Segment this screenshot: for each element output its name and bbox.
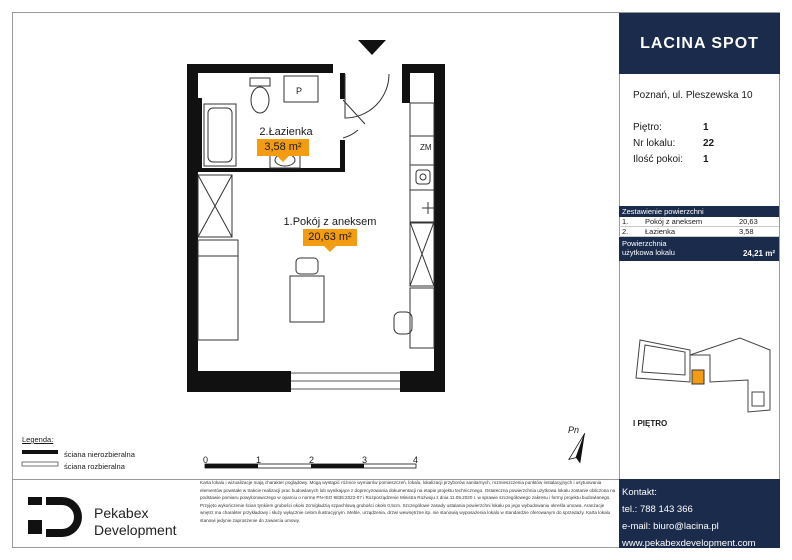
contact-website[interactable]: www.pekabexdevelopment.com [622, 538, 756, 549]
address: Poznań, ul. Pleszewska 10 [633, 90, 753, 101]
area-badge-living: 20,63 m² [303, 229, 357, 246]
contact-title: Kontakt: [622, 487, 657, 498]
info-row-rooms [633, 154, 768, 170]
bed [198, 240, 238, 340]
kitchenette [410, 103, 434, 223]
info-key: Nr lokalu: [633, 138, 676, 149]
pekabex-logo-mark [28, 497, 82, 537]
area-badge-bathroom: 3,58 m² [257, 139, 309, 156]
row-number: 2. [622, 227, 629, 236]
scale-label-1: 1 [256, 455, 262, 465]
summary-title: Zestawienie powierzchni [619, 206, 779, 217]
north-label: Pn [568, 425, 580, 435]
brand-logo: LACINA SPOT [619, 13, 780, 74]
room-label-bathroom: 2.Łazienka [259, 126, 313, 138]
company-name [94, 505, 177, 539]
total-label-1: Powierzchnia [622, 239, 667, 248]
company-name-line-1: Pekabex [94, 505, 149, 521]
washing-machine-label: P [296, 86, 303, 96]
scale-label-0: 0 [203, 455, 209, 465]
total-label-2: użytkowa lokalu [622, 248, 675, 257]
info-value: 1 [703, 122, 709, 133]
scale-label-3: 3 [362, 455, 368, 465]
entrance-door [345, 74, 389, 118]
desk [410, 288, 434, 348]
scale-label-2: 2 [309, 455, 315, 465]
bathroom-door [343, 100, 365, 138]
row-area: 20,63 [739, 217, 758, 226]
window [291, 373, 400, 389]
row-name: Pokój z aneksem [645, 217, 703, 226]
unit-info [633, 122, 768, 170]
info-row-floor [633, 122, 768, 138]
chair [296, 258, 318, 274]
row-number: 1. [622, 217, 629, 226]
legend-item-partition [22, 460, 135, 472]
contact-phone[interactable]: tel.: 788 143 366 [622, 504, 693, 515]
row-name: Łazienka [645, 227, 676, 236]
info-row-unit-number [633, 138, 768, 154]
summary-total [619, 237, 779, 261]
legend-title: Legenda: [22, 435, 54, 444]
summary-row [619, 217, 779, 227]
contact-email[interactable]: e-mail: biuro@lacina.pl [622, 521, 719, 532]
floor-label: I PIĘTRO [633, 419, 668, 428]
total-value: 24,21 m² [742, 249, 775, 258]
info-key: Piętro: [633, 122, 662, 133]
row-area: 3,58 [739, 227, 754, 236]
bathtub [204, 104, 236, 166]
info-value: 1 [703, 154, 709, 165]
legend [22, 435, 135, 472]
toilet [250, 78, 270, 86]
desk-chair [394, 312, 412, 334]
dishwasher-label: ZM [420, 143, 432, 152]
room-label-living: 1.Pokój z aneksem [283, 216, 377, 228]
north-arrow [569, 431, 591, 463]
contact-box [619, 479, 780, 548]
entrance-arrow [358, 40, 386, 55]
info-value: 22 [703, 138, 715, 149]
table [290, 276, 324, 322]
walls [187, 64, 445, 392]
scale-label-4: 4 [413, 455, 419, 465]
legend-label: ściana rozbieralna [64, 461, 125, 471]
summary-row [619, 227, 779, 237]
disclaimer: Karta lokalu i wizualizacje mają charakter poglądowy. Mogą wystąpić różnice wymiarów pomieszczeń, lokalu, lokalizacji przyborów sanitarnych, rozmieszczenia punktów instalacyjnych i usytuowania elementów powstałe w trakcie realizacji prac budowlanych lub wynikające z doprecyzowania dokumentacji na etapie projektu technicznego. Ostateczna powierzchnia użytkowa lokalu zostanie obliczona na podstawie pomiaru powykonawczego w oparciu o normę PN-ISO 9836:2022-07 i Rozporządzenie Ministra Rozwoju z dnia 11.09.2020 r. w sprawie szczegółowego zakresu i formy projektu budowlanego. Przyjęto wykończenie ścian tynkiem grubości około 2cm/gładzią szpachlową grubości około 0,5cm. Szczegółowe zasady ustalania powierzchni lokalu po jego wybudowaniu określa umowa. Aranżacje wnętrz ma charakter przykładowy i służy wyłącznie celom ilustracyjnym. Meble, urządzenia, drzwi wewnętrzne itp. nie stanowią wyposażenia lokalu w standardzie oferowanym do sprzedaży. Karta lokalu stanowi jedynie zaproszenie do zawarcia umowy. [200, 480, 616, 523]
legend-item-solid-wall [22, 448, 135, 460]
company-name-line-2: Development [94, 522, 177, 538]
legend-label: ściana nierozbieralna [64, 449, 135, 459]
area-summary [619, 206, 779, 261]
info-key: Ilość pokoi: [633, 154, 684, 165]
